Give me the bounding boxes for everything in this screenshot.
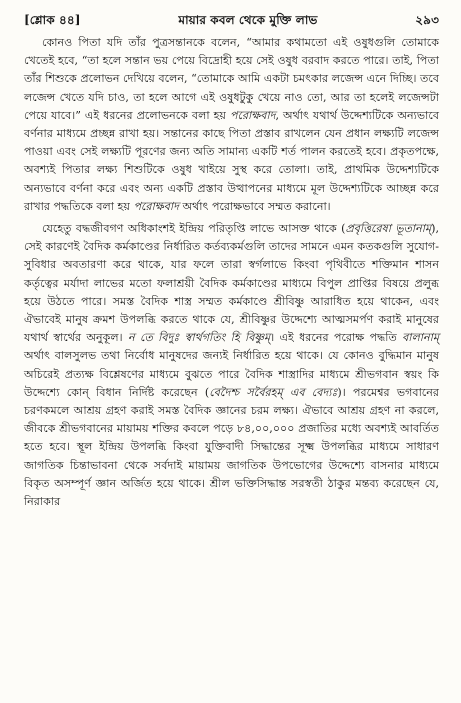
italic-text: পরোক্ষবাদ: [229, 108, 276, 122]
verse-reference: [শ্লোক ৪৪]: [24, 13, 81, 27]
italic-text: বালানাম্: [402, 331, 439, 345]
italic-text: ন তে বিদুঃ স্বার্থগতিং হি বিষ্ণুম্: [128, 331, 271, 345]
page-body: [24, 34, 439, 511]
text-run: কোনও পিতা যদি তাঁর পুত্রসন্তানকে বলেন, “আমার কথামতো এই ওষুধগুলি তোমাকে খেতেই হবে, “তা হলে সন্তান ভয় পেয়ে বিদ্রোহী হয়ে সেই ওষুধ বরবাদ করতে পারে। তাই, পিতা তাঁর শিশুকে প্রলোভন দেখিয়ে বলেন, “তোমাকে আমি একটা চমৎকার লজেন্স এনে দিচ্ছি। তবে লজেন্স খেতে যদি চাও, তা হলে আগে এই ওষুধটুকু খেয়ে নাও তো, আর তা হলেই লজেন্সটা পেয়ে যাবে।” এই ধরনের প্রলোভনকে বলা হয়: [24, 36, 439, 122]
text-run: , অর্থাৎ যথার্থ উদ্দেশ্যটিকে অন্যভাবে বর্ণনার মাধ্যমে প্রচ্ছন্ন রাখা হয়। সন্তানের কাছে পিতা প্রস্তাব রাখলেন যেন প্রধান লক্ষ্যটি লজেন্স পাওয়া এবং সেই লক্ষ্যটি পূরণের জন্য অতি সামান্য একটি শর্ত পালন করতেই হবে। প্রকৃতপক্ষে, অবশ্যই পিতার লক্ষ্য শিশুটিকে ওষুধ খাইয়ে সুস্থ করে তোলা। তাই, প্রাথমিক উদ্দেশ্যটিকে অন্যভাবে বর্ণনা করে এবং অন্য একটি প্রস্তাব উত্থাপনের মাধ্যমে মূল উদ্দেশ্যটিকে আচ্ছন্ন করে রাখার পদ্ধতিকে বলা হয়: [24, 108, 439, 213]
text-run: । এই ধরনের পরোক্ষ পদ্ধতি: [270, 331, 403, 345]
page-number: ২৯৩: [415, 13, 439, 27]
italic-text: প্রবৃত্তিরেষা ভূতানাম্: [345, 222, 432, 236]
italic-text: পরোক্ষবাদ: [133, 199, 179, 213]
paragraph: [24, 220, 439, 511]
text-run: )। পরমেশ্বর ভগবানের চরণকমলে আশ্রয় গ্রহণ করাই সমস্ত বৈদিক জ্ঞানের চরম লক্ষ্য। ঐভাবে আশ্রয় গ্রহণ না করলে, জীবকে শ্রীভগবানের মায়াময় শক্তির কবলে পড়ে ৮৪,০০,০০০ প্রজাতির মধ্যে অবশ্যই আবর্তিত হতে হবে। স্থূল ইন্দ্রিয় উপলব্ধি কিংবা যুক্তিবাদী সিদ্ধান্তের সূক্ষ্ম উপলব্ধির মাধ্যমে সাধারণ জাগতিক চিন্তাভাবনা থেকে সর্বদাই মায়াময় জাগতিক উপভোগের উদ্দেশ্যে বাসনার মাধ্যমে বিকৃত অসম্পূর্ণ জ্ঞান অর্জিত হয়ে থাকে। শ্রীল ভক্তিসিদ্ধান্ত সরস্বতী ঠাকুর মন্তব্য করেছেন যে, নিরাকার: [24, 385, 439, 509]
chapter-title: মায়ার কবল থেকে মুক্তি লাভ: [178, 13, 318, 27]
running-header: [24, 10, 439, 30]
italic-text: বেদৈশ্চ সর্বৈরহম্ এব বেদ্যঃ: [209, 385, 338, 399]
text-run: অর্থাৎ বালসুলভ তথা নির্বোধ মানুষদের জন্যই নির্ধারিত হয়ে থাকে। যে কোনও বুদ্ধিমান মানুষ অচিরেই প্রত্যক্ষ বিশ্লেষণের মাধ্যমে বুঝতে পারে বৈদিক শাস্ত্রাদির মাধ্যমে শ্রীভগবান স্বয়ং কি উদ্দেশ্যে কোন্ বিধান নির্দিষ্ট করেছেন (: [24, 349, 439, 399]
paragraph: [24, 34, 439, 216]
text-run: যেহেতু বদ্ধজীবগণ অধিকাংশই ইন্দ্রিয় পরিতৃপ্তি লাভে আসক্ত থাকে (: [42, 222, 346, 236]
text-run: অর্থাৎ পরোক্ষভাবে সম্মত করানো।: [178, 199, 331, 213]
text-run: ), সেই কারণেই বৈদিক কর্মকাণ্ডের নির্ধারিত কর্তব্যকর্মগুলি তাদের সামনে এমন কতকগুলি সুযোগ-সুবিধার অবতারণা করে থাকে, যার ফলে তারা স্বর্গলাভে কিংবা পৃথিবীতে শক্তিমান শাসন কর্তৃত্বের মর্যাদা লাভের মতো ফলাশ্রয়ী বৈদিক কর্মকাণ্ডের মাধ্যমে বিপুল প্রাপ্তির বিষয়ে প্রলুব্ধ হয়ে উঠতে পারে। সমস্ত বৈদিক শাস্ত্র সম্মত কর্মকাণ্ডে শ্রীবিষ্ণু আরাধিত হয়ে থাকেন, এবং ঐভাবেই মানুষ ক্রমশ উপলব্ধি করতে থাকে যে, শ্রীবিষ্ণুর উদ্দেশ্যে আত্মসমর্পণ করাই মানুষের যথার্থ স্বার্থের অনুকূল।: [24, 222, 439, 345]
